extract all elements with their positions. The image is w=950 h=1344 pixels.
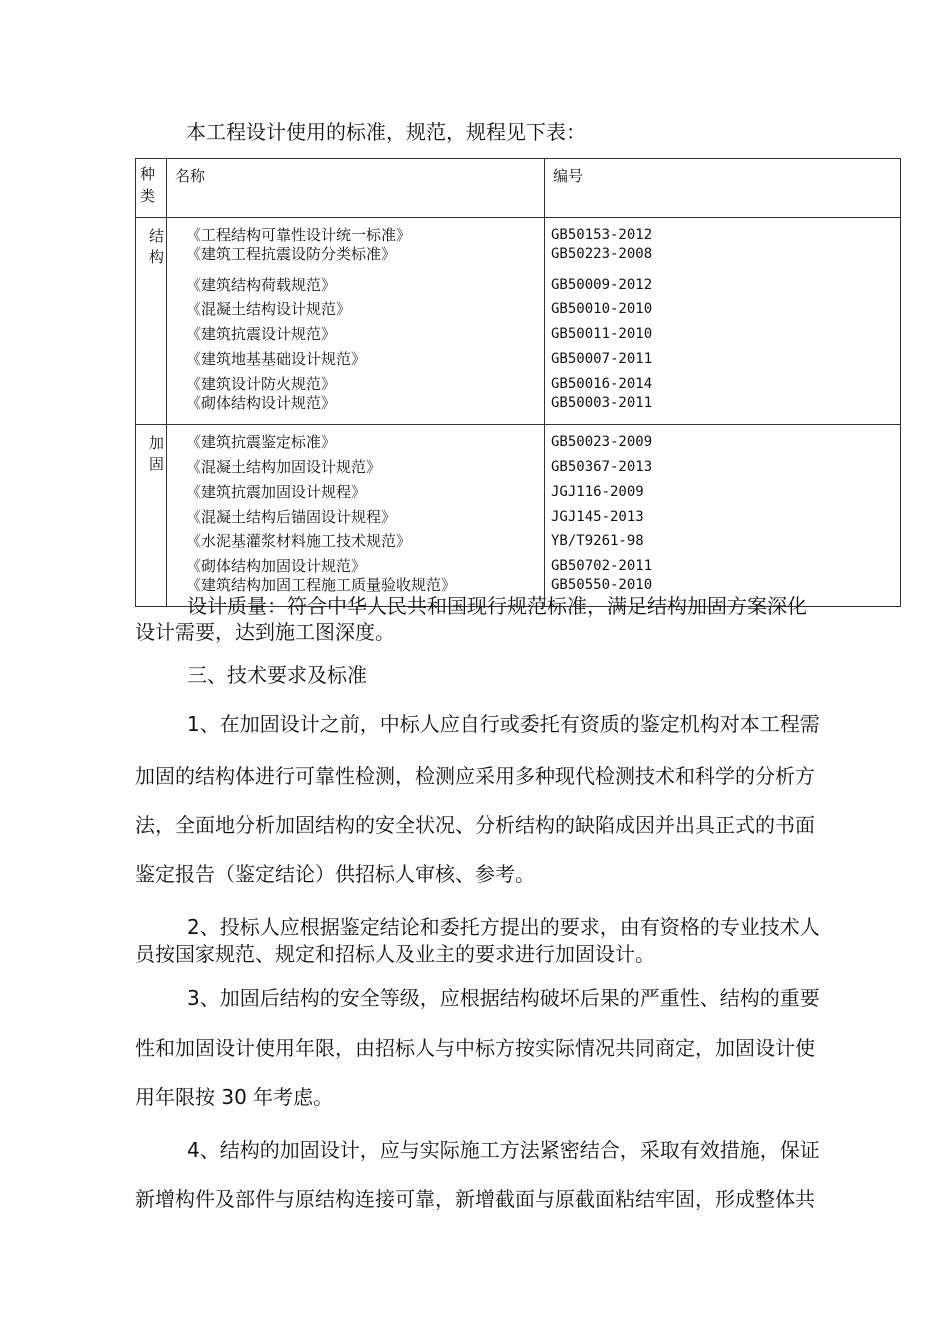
item-3-line-1: 3、加固后结构的安全等级，应根据结构破坏后果的严重性、结构的重要 bbox=[187, 986, 820, 1010]
standards-table bbox=[135, 158, 901, 607]
standard-name: 《水泥基灌浆材料施工技术规范》 bbox=[186, 532, 412, 550]
item-1-line-1: 1、在加固设计之前，中标人应自行或委托有资质的鉴定机构对本工程需 bbox=[187, 712, 820, 736]
table-intro: 本工程设计使用的标准，规范，规程见下表： bbox=[186, 120, 586, 144]
standard-code: GB50003-2011 bbox=[551, 395, 653, 411]
standard-code: YB/T9261-98 bbox=[551, 533, 644, 549]
standard-name: 《建筑抗震加固设计规程》 bbox=[186, 483, 367, 501]
group-category-structure: 结 构 bbox=[136, 218, 167, 425]
standard-code: GB50011-2010 bbox=[551, 326, 653, 342]
item-1-line-3: 法，全面地分析加固结构的安全状况、分析结构的缺陷成因并出具正式的书面 bbox=[135, 813, 815, 837]
standard-code: GB50153-2012 bbox=[551, 227, 653, 243]
standard-name: 《混凝土结构加固设计规范》 bbox=[186, 458, 382, 476]
group-codes-strengthening bbox=[545, 425, 901, 607]
standard-name: 《建筑结构荷载规范》 bbox=[186, 276, 337, 294]
standard-code: JGJ145-2013 bbox=[551, 509, 644, 525]
item-3-line-3: 用年限按 30 年考虑。 bbox=[135, 1085, 334, 1109]
standard-code: GB50009-2012 bbox=[551, 277, 653, 293]
standard-code: GB50550-2010 bbox=[551, 577, 653, 593]
quality-line-1: 设计质量：符合中华人民共和国现行规范标准，满足结构加固方案深化 bbox=[187, 594, 807, 618]
table-group-strengthening bbox=[136, 425, 901, 607]
item-1-line-2: 加固的结构体进行可靠性检测，检测应采用多种现代检测技术和科学的分析方 bbox=[135, 764, 815, 788]
group-codes-structure bbox=[545, 218, 901, 425]
header-code: 编号 bbox=[545, 159, 901, 218]
table-header-row bbox=[136, 159, 901, 218]
standard-name: 《混凝土结构后锚固设计规程》 bbox=[186, 508, 397, 526]
header-name: 名称 bbox=[167, 159, 545, 218]
item-2-line-2: 员按国家规范、规定和招标人及业主的要求进行加固设计。 bbox=[135, 942, 655, 966]
standard-code: GB50007-2011 bbox=[551, 351, 653, 367]
item-3-line-2: 性和加固设计使用年限，由招标人与中标方按实际情况共同商定，加固设计使 bbox=[135, 1036, 815, 1060]
standard-name: 《建筑设计防火规范》 bbox=[186, 375, 337, 393]
standard-name: 《建筑抗震设计规范》 bbox=[186, 325, 337, 343]
standard-name: 《建筑抗震鉴定标准》 bbox=[186, 433, 337, 451]
standard-code: GB50367-2013 bbox=[551, 459, 653, 475]
group-names-structure bbox=[167, 218, 545, 425]
table-group-structure bbox=[136, 218, 901, 425]
section-title: 三、技术要求及标准 bbox=[187, 663, 367, 687]
standard-code: GB50023-2009 bbox=[551, 434, 653, 450]
standard-name: 《建筑工程抗震设防分类标准》 bbox=[186, 245, 397, 263]
standard-name: 《砌体结构加固设计规范》 bbox=[186, 557, 367, 575]
standard-name: 《工程结构可靠性设计统一标准》 bbox=[186, 226, 412, 244]
standard-name: 《混凝土结构设计规范》 bbox=[186, 300, 352, 318]
item-1-line-4: 鉴定报告（鉴定结论）供招标人审核、参考。 bbox=[135, 862, 535, 886]
standard-code: GB50016-2014 bbox=[551, 376, 653, 392]
item-2-line-1: 2、投标人应根据鉴定结论和委托方提出的要求，由有资格的专业技术人 bbox=[187, 915, 820, 939]
standard-name: 《砌体结构设计规范》 bbox=[186, 394, 337, 412]
standard-name: 《建筑结构加固工程施工质量验收规范》 bbox=[186, 576, 457, 594]
standard-code: GB50010-2010 bbox=[551, 301, 653, 317]
quality-line-2: 设计需要，达到施工图深度。 bbox=[135, 620, 395, 644]
standard-code: GB50702-2011 bbox=[551, 558, 653, 574]
item-4-line-1: 4、结构的加固设计，应与实际施工方法紧密结合，采取有效措施，保证 bbox=[187, 1138, 820, 1162]
group-names-strengthening bbox=[167, 425, 545, 607]
header-category: 种 类 bbox=[136, 159, 167, 218]
item-4-line-2: 新增构件及部件与原结构连接可靠，新增截面与原截面粘结牢固，形成整体共 bbox=[135, 1187, 815, 1211]
standard-code: GB50223-2008 bbox=[551, 246, 653, 262]
standard-name: 《建筑地基基础设计规范》 bbox=[186, 350, 367, 368]
group-category-strengthening: 加 固 bbox=[136, 425, 167, 607]
standard-code: JGJ116-2009 bbox=[551, 484, 644, 500]
